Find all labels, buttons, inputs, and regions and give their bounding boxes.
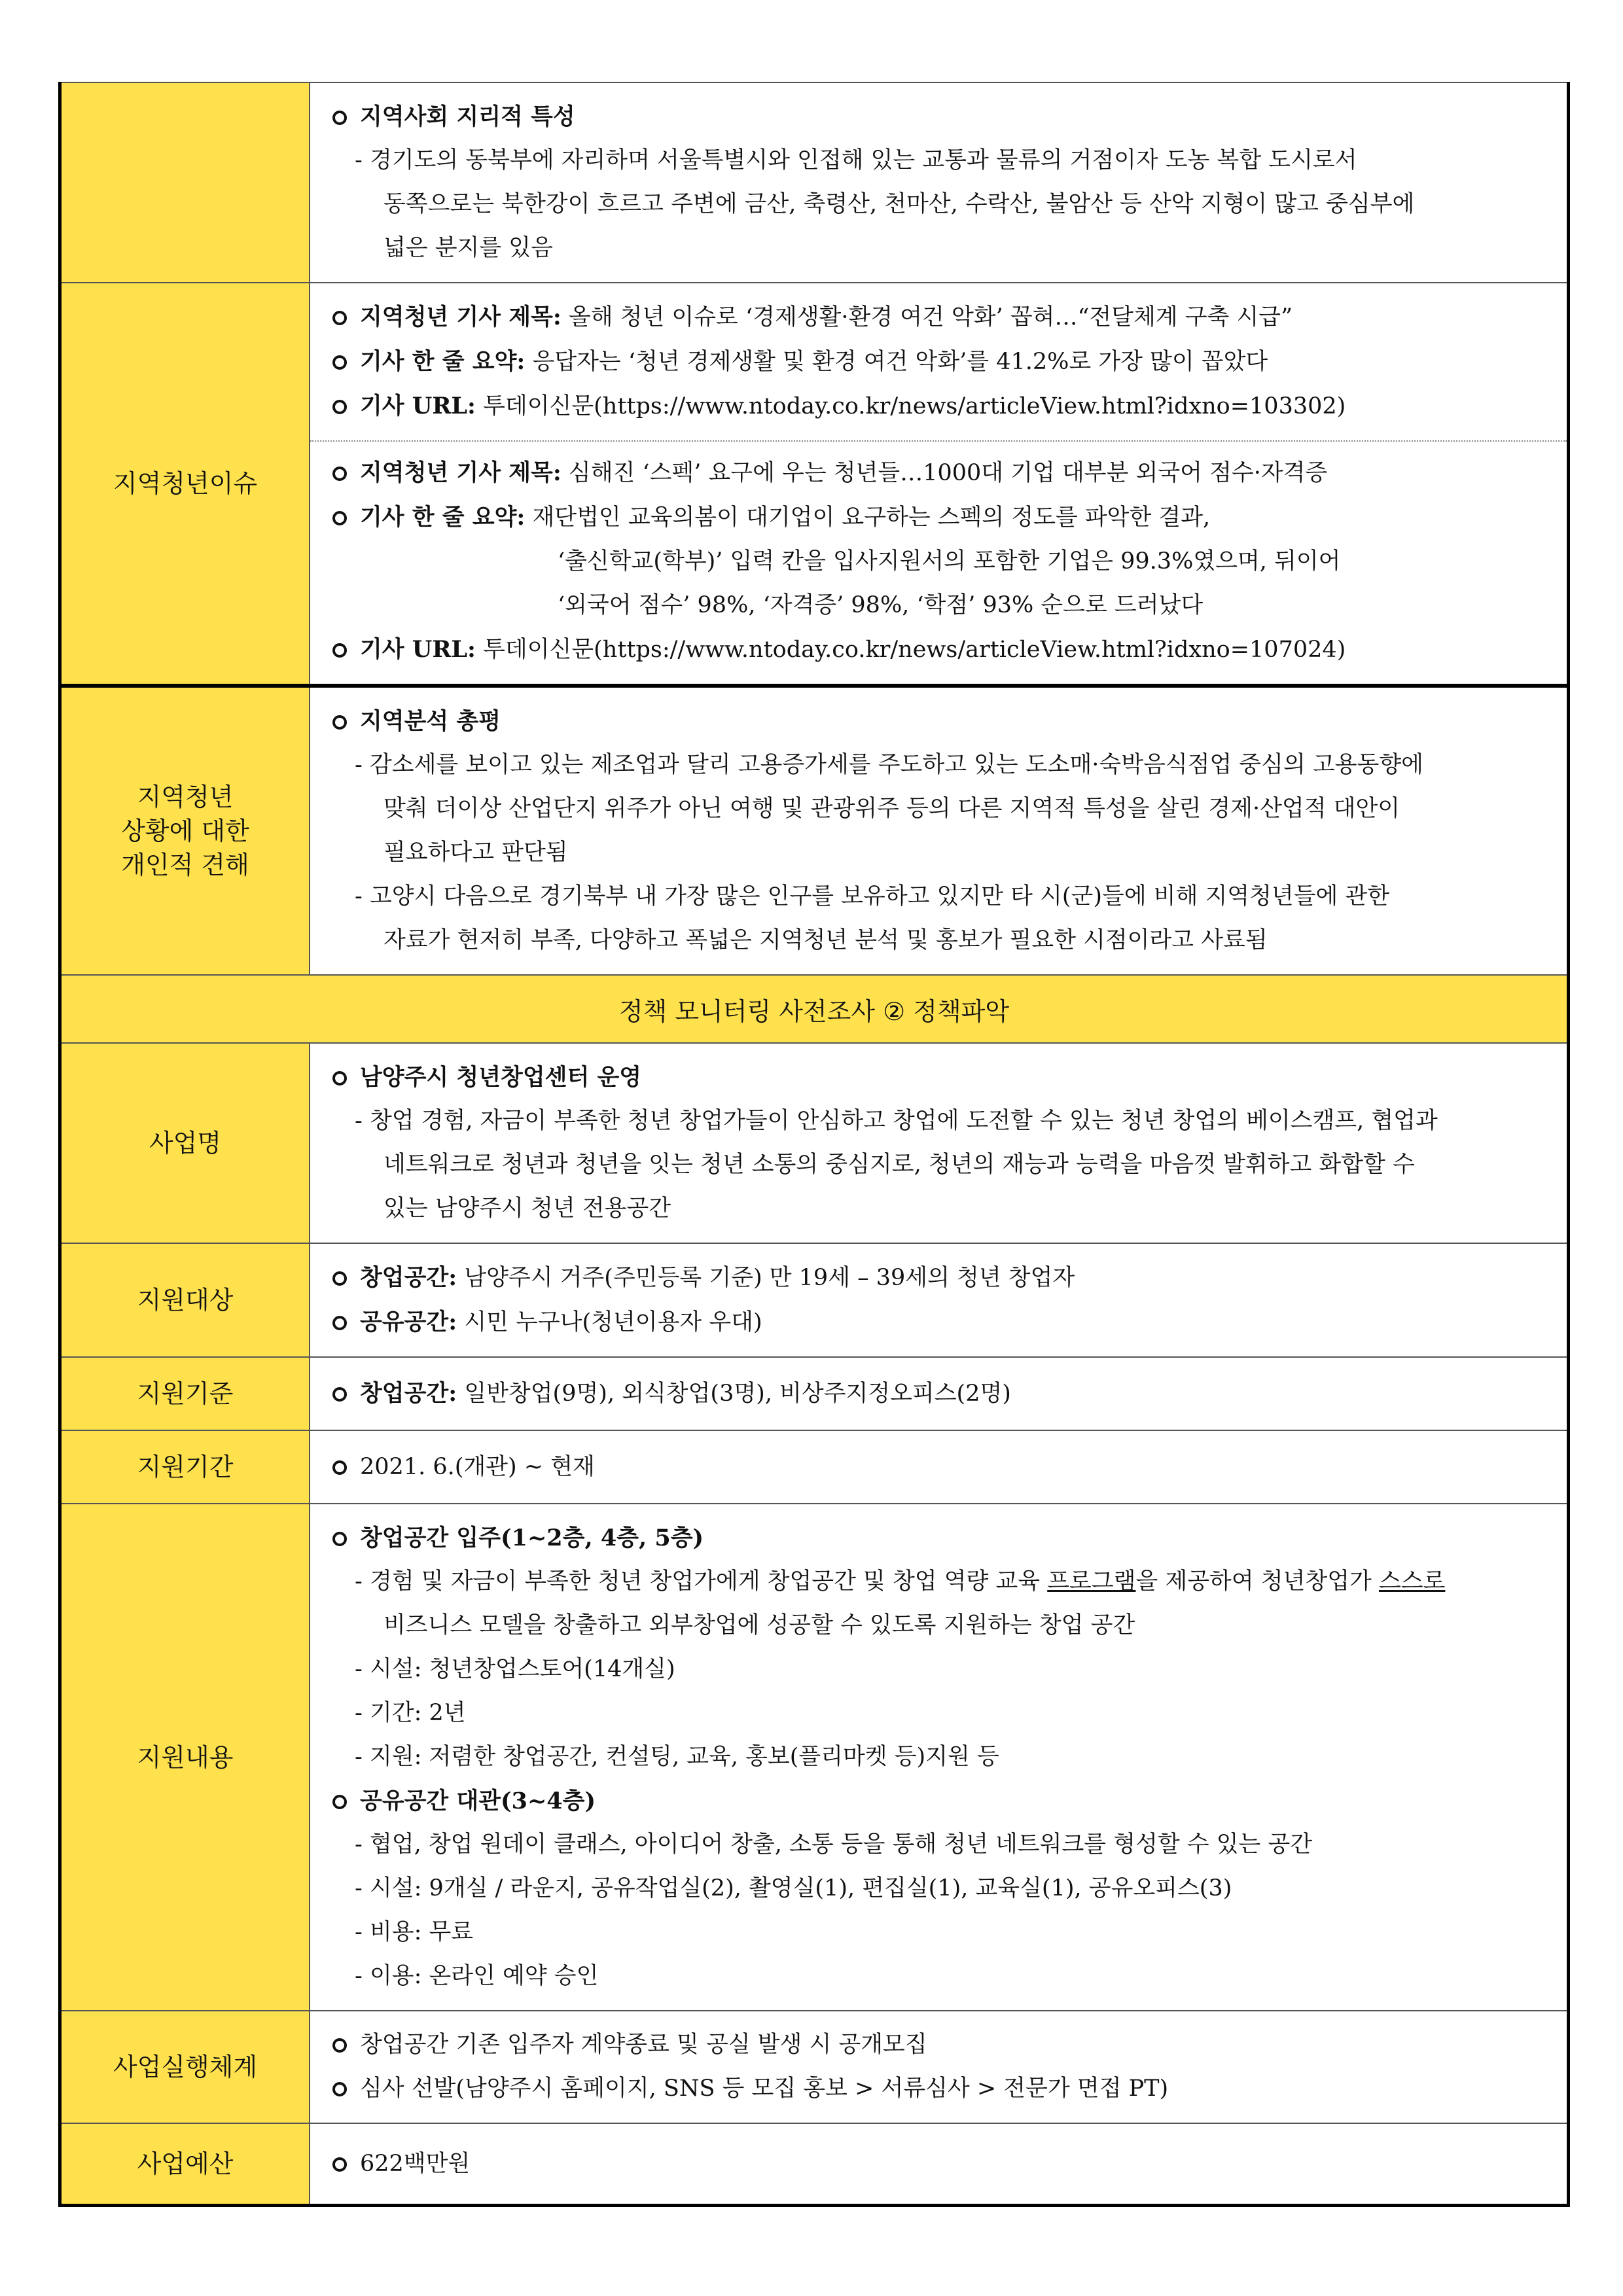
article-2-title: 지역청년 기사 제목: 심해진 ‘스펙’ 요구에 우는 청년들…1000대 기업 대부분 외국어 점수·자격증 [332, 451, 1548, 495]
project-line-2: 네트워크로 청년과 청년을 잇는 청년 소통의 중심지로, 청년의 재능과 능력을 마음껏 발휘하고 화합할 수 [383, 1152, 1415, 1178]
article-2-summary-line-2: ‘출신학교(학부)’ 입력 칸을 입사지원서의 포함한 기업은 99.3%였으며, 뒤이어 [558, 548, 1341, 574]
project-line-3: 있는 남양주시 청년 전용공간 [383, 1195, 671, 1222]
opinion-p1-line-2: 맞춰 더이상 산업단지 위주가 아닌 여행 및 관광위주 등의 다른 지역적 특성을 살린 경제·산업적 대안이 [383, 796, 1400, 822]
opinion-heading: 지역분석 총평 [332, 699, 1548, 743]
label-criteria: 지원기준 [60, 1357, 310, 1430]
circle-bullet-icon [332, 1071, 347, 1086]
content-period [310, 1430, 1569, 1504]
circle-bullet-icon [332, 511, 347, 525]
circle-bullet-icon [332, 355, 347, 370]
geo-line-2: 동쪽으로는 북한강이 흐르고 주변에 금산, 축령산, 천마산, 수락산, 불암산 등 산악 지형이 많고 중심부에 [383, 191, 1415, 217]
article-2-summary: 기사 한 줄 요약: 재단법인 교육의봄이 대기업이 요구하는 스펙의 정도를 파악한 결과, [332, 495, 1548, 540]
label-budget: 사업예산 [60, 2123, 310, 2206]
label-issues: 지역청년이슈 [60, 283, 310, 686]
content-budget [310, 2123, 1569, 2206]
circle-bullet-icon [332, 1387, 347, 1402]
circle-bullet-icon [332, 715, 347, 730]
row-target [60, 1243, 1569, 1357]
circle-bullet-icon [332, 111, 347, 125]
opinion-p1-line-3: 필요하다고 판단됨 [383, 839, 568, 866]
circle-bullet-icon [332, 2082, 347, 2096]
geo-line-1: - 경기도의 동북부에 자리하며 서울특별시와 인접해 있는 교통과 물류의 거점이자 도농 복합 도시로서 [332, 139, 1548, 183]
content-details [310, 1504, 1569, 2011]
circle-bullet-icon [332, 2038, 347, 2053]
project-heading: 남양주시 청년창업센터 운영 [332, 1055, 1548, 1099]
dotted-divider [310, 440, 1567, 442]
row-system [60, 2011, 1569, 2123]
row-banner [60, 975, 1569, 1043]
row-period [60, 1430, 1569, 1504]
content-issues [310, 283, 1569, 686]
content-line-1e: - 지원: 저렴한 창업공간, 컨설팅, 교육, 홍보(플리마켓 등)지원 등 [332, 1735, 1548, 1779]
content-line-2b: - 시설: 9개실 / 라운지, 공유작업실(2), 촬영실(1), 편집실(1), 교육실(1), 공유오피스(3) [332, 1867, 1548, 1911]
content-line-2c: - 비용: 무료 [332, 1911, 1548, 1954]
geo-heading: 지역사회 지리적 특성 [332, 95, 1548, 139]
system-item-1: 창업공간 기존 입주자 계약종료 및 공실 발생 시 공개모집 [332, 2023, 1548, 2067]
circle-bullet-icon [332, 311, 347, 325]
label-opinion [60, 686, 310, 975]
article-2-summary-line-3: ‘외국어 점수’ 98%, ‘자격증’ 98%, ‘학점’ 93% 순으로 드러났다 [558, 592, 1204, 618]
article-2-url: 기사 URL: 투데이신문(https://www.ntoday.co.kr/news/articleView.html?idxno=107024) [332, 627, 1548, 672]
circle-bullet-icon [332, 2157, 347, 2172]
content-line-2d: - 이용: 온라인 예약 승인 [332, 1954, 1548, 1998]
circle-bullet-icon [332, 1532, 347, 1546]
row-budget [60, 2123, 1569, 2206]
target-item-1: 창업공간: 남양주시 거주(주민등록 기준) 만 19세 – 39세의 청년 창업자 [332, 1256, 1548, 1300]
period-item: 2021. 6.(개관) ~ 현재 [332, 1445, 1548, 1489]
project-line-1: - 창업 경험, 자금이 부족한 청년 창업가들이 안심하고 창업에 도전할 수 있는 청년 창업의 베이스캠프, 협업과 [332, 1099, 1548, 1143]
label-opinion-line-1: 지역청년 [137, 783, 234, 811]
system-item-2: 심사 선발(남양주시 홈페이지, SNS 등 모집 홍보 > 서류심사 > 전문가 면접 PT) [332, 2067, 1548, 2111]
row-criteria [60, 1357, 1569, 1430]
content-line-2a: - 협업, 창업 원데이 클래스, 아이디어 창출, 소통 등을 통해 청년 네트워크를 형성할 수 있는 공간 [332, 1823, 1548, 1867]
row-issues [60, 283, 1569, 686]
content-system [310, 2011, 1569, 2123]
label-geography [60, 82, 310, 283]
content-heading-1: 창업공간 입주(1~2층, 4층, 5층) [332, 1516, 1548, 1560]
section-banner: 정책 모니터링 사전조사 ② 정책파악 [60, 975, 1569, 1043]
row-opinion [60, 686, 1569, 975]
label-content: 지원내용 [60, 1504, 310, 2011]
content-heading-2: 공유공간 대관(3~4층) [332, 1779, 1548, 1823]
row-project [60, 1043, 1569, 1243]
circle-bullet-icon [332, 643, 347, 658]
circle-bullet-icon [332, 1316, 347, 1330]
label-system: 사업실행체계 [60, 2011, 310, 2123]
content-geography [310, 82, 1569, 283]
content-target [310, 1243, 1569, 1357]
content-line-1a: - 경험 및 자금이 부족한 청년 창업가에게 창업공간 및 창업 역량 교육 프로그램을 제공하여 청년창업가 스스로 [332, 1560, 1548, 1604]
label-period: 지원기간 [60, 1430, 310, 1504]
article-1-url: 기사 URL: 투데이신문(https://www.ntoday.co.kr/news/articleView.html?idxno=103302) [332, 384, 1548, 429]
criteria-item: 창업공간: 일반창업(9명), 외식창업(3명), 비상주지정오피스(2명) [332, 1371, 1548, 1416]
circle-bullet-icon [332, 1271, 347, 1286]
label-opinion-line-3: 개인적 견해 [121, 851, 249, 879]
content-opinion [310, 686, 1569, 975]
article-1-summary: 기사 한 줄 요약: 응답자는 ‘청년 경제생활 및 환경 여건 악화’를 41.2%로 가장 많이 꼽았다 [332, 340, 1548, 384]
content-line-1c: - 시설: 청년창업스토어(14개실) [332, 1648, 1548, 1691]
report-table [58, 82, 1570, 2207]
row-content [60, 1504, 1569, 2011]
content-line-1b: 비즈니스 모델을 창출하고 외부창업에 성공할 수 있도록 지원하는 창업 공간 [383, 1612, 1135, 1638]
opinion-p2-line-1: - 고양시 다음으로 경기북부 내 가장 많은 인구를 보유하고 있지만 타 시(군)들에 비해 지역청년들에 관한 [332, 875, 1548, 919]
content-criteria [310, 1357, 1569, 1430]
content-project [310, 1043, 1569, 1243]
row-geography [60, 82, 1569, 283]
article-1-title: 지역청년 기사 제목: 올해 청년 이슈로 ‘경제생활·환경 여건 악화’ 꼽혀…“전달체계 구축 시급” [332, 295, 1548, 340]
geo-line-3: 넓은 분지를 있음 [383, 235, 553, 261]
circle-bullet-icon [332, 400, 347, 414]
content-line-1d: - 기간: 2년 [332, 1691, 1548, 1735]
circle-bullet-icon [332, 1795, 347, 1809]
label-target: 지원대상 [60, 1243, 310, 1357]
circle-bullet-icon [332, 467, 347, 481]
opinion-p1-line-1: - 감소세를 보이고 있는 제조업과 달리 고용증가세를 주도하고 있는 도소매·숙박음식점업 중심의 고용동향에 [332, 743, 1548, 787]
label-opinion-line-2: 상황에 대한 [121, 817, 249, 845]
budget-item: 622백만원 [332, 2142, 1548, 2186]
target-item-2: 공유공간: 시민 누구나(청년이용자 우대) [332, 1300, 1548, 1345]
opinion-p2-line-2: 자료가 현저히 부족, 다양하고 폭넓은 지역청년 분석 및 홍보가 필요한 시점이라고 사료됨 [383, 927, 1268, 953]
label-project: 사업명 [60, 1043, 310, 1243]
circle-bullet-icon [332, 1460, 347, 1475]
